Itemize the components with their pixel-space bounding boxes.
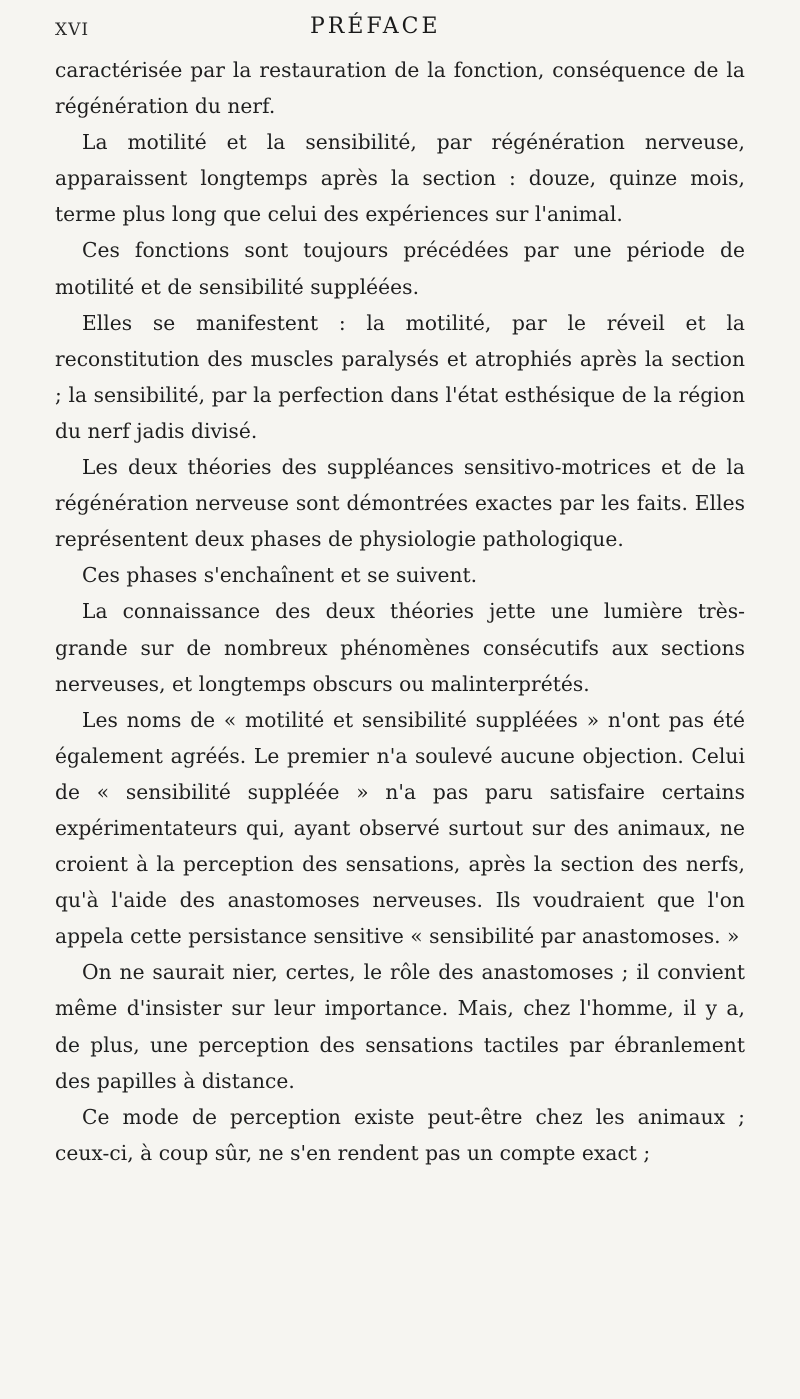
paragraph: On ne saurait nier, certes, le rôle des anastomoses ; il convient même d'insister sur leur importance. Mais, chez l'homme, il y a, de plus, une perception des sensations tactiles par ébranlement des papilles à distance. bbox=[55, 960, 745, 1093]
paragraph: Ces fonctions sont toujours précédées par une période de motilité et de sensibilité suppléées. bbox=[55, 238, 745, 299]
paragraph: La motilité et la sensibilité, par régénération nerveuse, apparaissent longtemps après la section : douze, quinze mois, terme plus long que celui des expériences sur l'animal. bbox=[55, 130, 745, 227]
paragraph: Elles se manifestent : la motilité, par le réveil et la reconstitution des muscles paralysés et atrophiés après la section ; la sensibilité, par la perfection dans l'état esthésique de la région du nerf jadis divisé. bbox=[55, 310, 745, 443]
paragraph: Ce mode de perception existe peut-être chez les animaux ; ceux-ci, à coup sûr, ne s'en rendent pas un compte exact ; bbox=[55, 1104, 745, 1165]
page-header bbox=[55, 14, 745, 44]
paragraph-continuation: caractérisée par la restauration de la fonction, conséquence de la régénération du nerf. bbox=[55, 58, 745, 119]
paragraph: Les noms de « motilité et sensibilité suppléées » n'ont pas été également agréés. Le premier n'a soulevé aucune objection. Celui de « sensibilité suppléée » n'a pas paru satisfaire certains expérimentateurs qui, ayant observé surtout sur des animaux, ne croient à la perception des sensations, après la section des nerfs, qu'à l'aide des anastomoses nerveuses. Ils voudraient que l'on appela cette persistance sensitive « sensibilité par anastomoses. » bbox=[55, 707, 745, 949]
running-title: PRÉFACE bbox=[310, 14, 441, 39]
page-number: XVI bbox=[55, 20, 90, 40]
body-text bbox=[55, 52, 745, 1171]
paragraph: Les deux théories des suppléances sensitivo-motrices et de la régénération nerveuse sont démontrées exactes par les faits. Elles représentent deux phases de physiologie pathologique. bbox=[55, 455, 745, 552]
paragraph: Ces phases s'enchaînent et se suivent. bbox=[82, 563, 478, 588]
paragraph: La connaissance des deux théories jette une lumière très-grande sur de nombreux phénomènes consécutifs aux sections nerveuses, et longtemps obscurs ou malinterprétés. bbox=[55, 599, 745, 696]
